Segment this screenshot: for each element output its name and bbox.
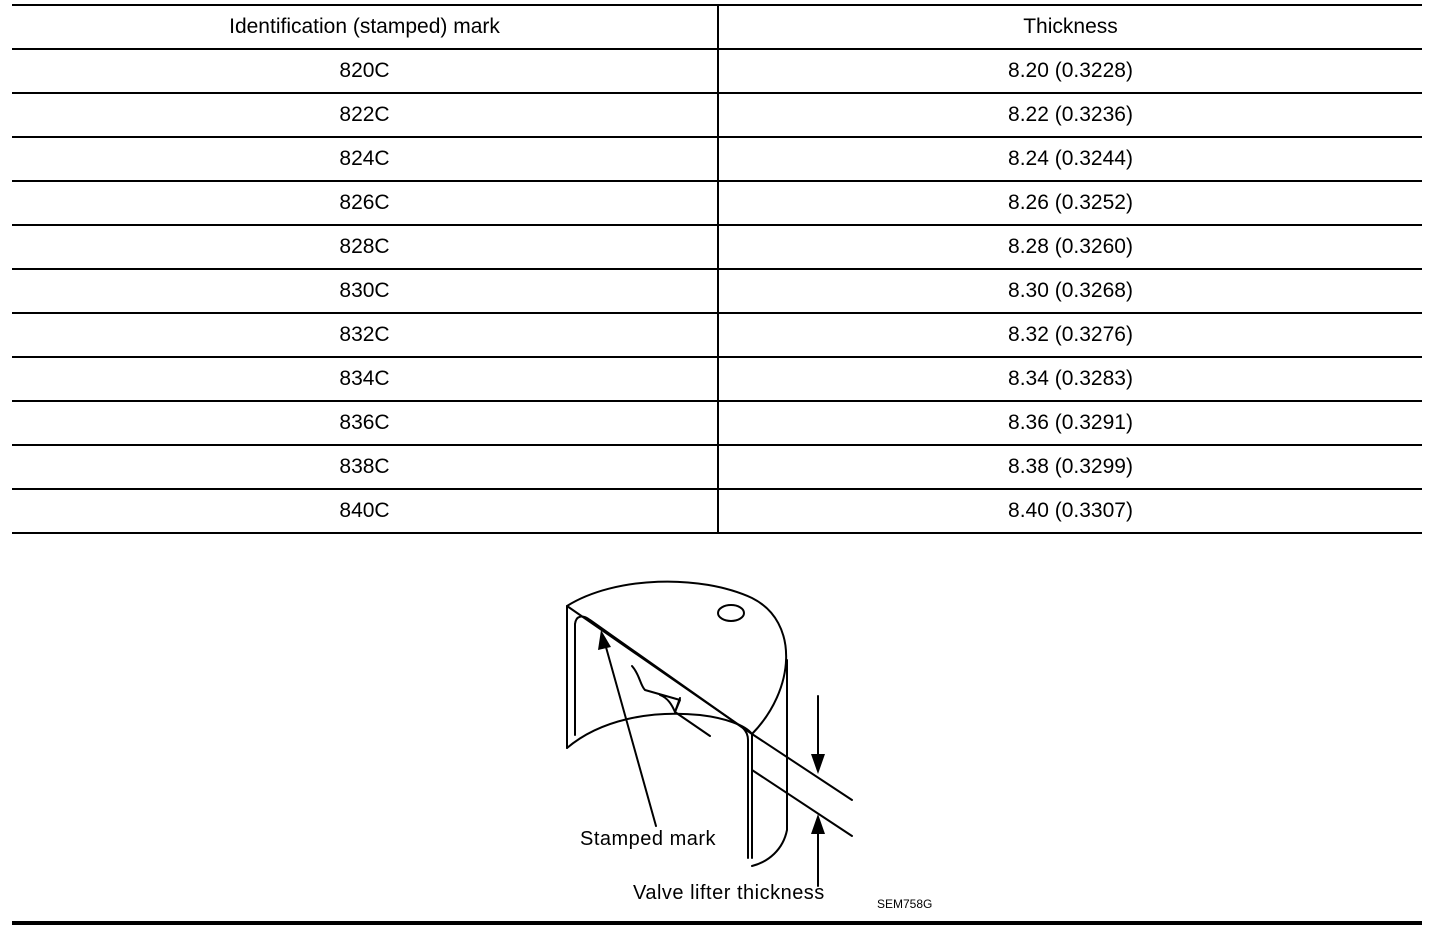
lifter-inner-curve (567, 714, 752, 748)
mark-cell: 822C (12, 93, 718, 137)
table-row (12, 489, 1422, 533)
mark-cell: 828C (12, 225, 718, 269)
lifter-top-face (567, 582, 786, 734)
stamped-mark-leader (604, 640, 656, 826)
mark-cell: 836C (12, 401, 718, 445)
mark-cell: 824C (12, 137, 718, 181)
dimension-arrow-top-head (811, 754, 825, 774)
table-row (12, 225, 1422, 269)
mark-cell: 820C (12, 49, 718, 93)
lifter-inner-rim-top (575, 617, 743, 728)
thickness-cell: 8.24 (0.3244) (718, 137, 1422, 181)
valve-lifter-thickness-label: Valve lifter thickness (633, 882, 825, 904)
mark-cell: 838C (12, 445, 718, 489)
table-row (12, 49, 1422, 93)
mark-cell: 834C (12, 357, 718, 401)
figure-code: SEM758G (877, 897, 933, 911)
bottom-divider (12, 921, 1422, 925)
thickness-cell: 8.36 (0.3291) (718, 401, 1422, 445)
mark-cell: 832C (12, 313, 718, 357)
lifter-inner-rim-right (743, 728, 748, 858)
thickness-cell: 8.22 (0.3236) (718, 93, 1422, 137)
table-row (12, 313, 1422, 357)
valve-lifter-illustration (0, 540, 1440, 932)
table-row (12, 269, 1422, 313)
mark-cell: 840C (12, 489, 718, 533)
thickness-cell: 8.28 (0.3260) (718, 225, 1422, 269)
table-row (12, 181, 1422, 225)
column-header-mark: Identification (stamped) mark (12, 5, 718, 49)
lifter-outer-body (752, 660, 787, 866)
valve-lifter-figure (0, 540, 1440, 932)
mark-cell: 826C (12, 181, 718, 225)
thickness-cell: 8.26 (0.3252) (718, 181, 1422, 225)
mark-cell: 830C (12, 269, 718, 313)
column-header-thickness: Thickness (718, 5, 1422, 49)
thickness-cell: 8.32 (0.3276) (718, 313, 1422, 357)
stamped-mark-recess (632, 666, 680, 712)
thickness-cell: 8.30 (0.3268) (718, 269, 1422, 313)
lifter-thickness-table (12, 4, 1422, 534)
stamped-mark-slot (675, 698, 710, 736)
table-row (12, 401, 1422, 445)
thickness-line-lower (752, 770, 852, 836)
table-row (12, 93, 1422, 137)
oil-hole (718, 605, 744, 621)
thickness-cell: 8.38 (0.3299) (718, 445, 1422, 489)
thickness-cell: 8.40 (0.3307) (718, 489, 1422, 533)
table-row (12, 357, 1422, 401)
thickness-cell: 8.20 (0.3228) (718, 49, 1422, 93)
thickness-line-upper (752, 734, 852, 800)
stamped-mark-label: Stamped mark (580, 828, 717, 850)
table-row (12, 445, 1422, 489)
table-header-row (12, 5, 1422, 49)
thickness-cell: 8.34 (0.3283) (718, 357, 1422, 401)
table-row (12, 137, 1422, 181)
